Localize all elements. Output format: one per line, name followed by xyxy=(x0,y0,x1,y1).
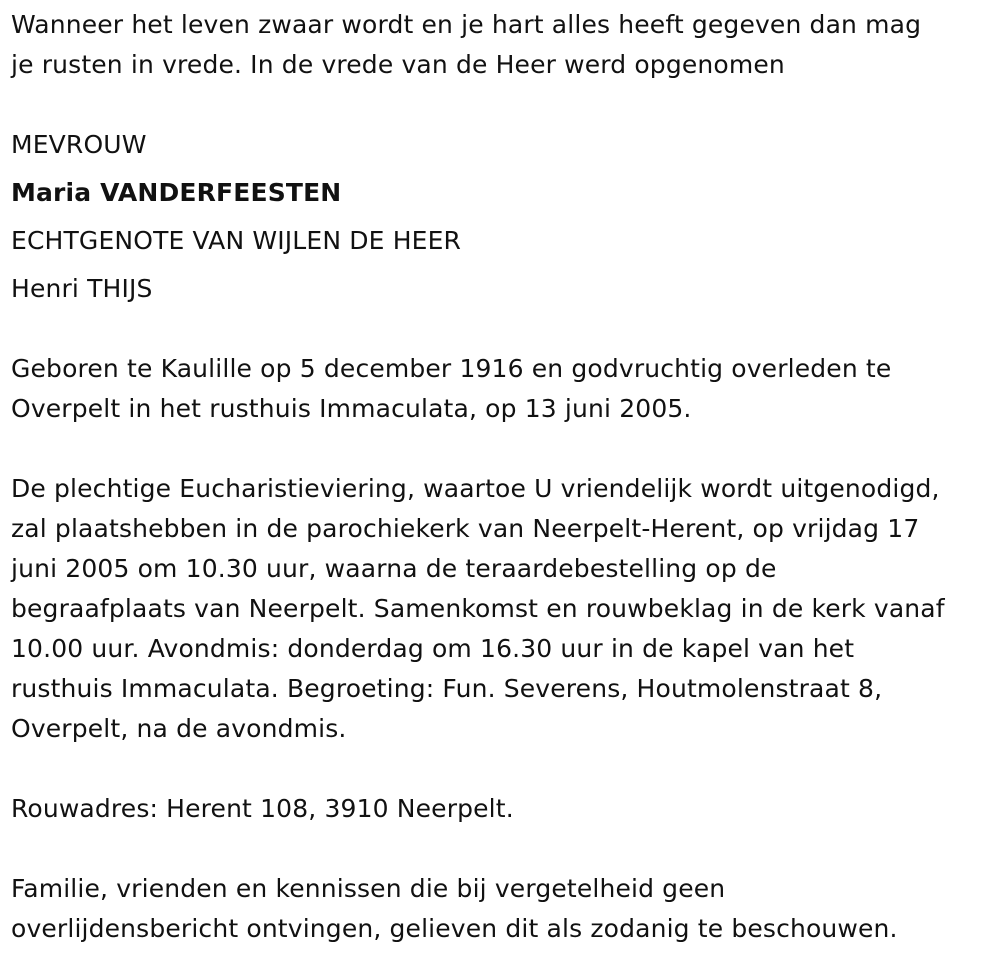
birth-death-line-1: Geboren te Kaulille op 5 december 1916 en godvruchtig overleden te xyxy=(11,354,892,383)
birth-death-line-2: Overpelt in het rusthuis Immaculata, op 13 juni 2005. xyxy=(11,394,692,423)
address-line: Rouwadres: Herent 108, 3910 Neerpelt. xyxy=(11,794,514,823)
intro-line-1: Wanneer het leven zwaar wordt en je hart alles heeft gegeven dan mag xyxy=(11,10,922,39)
intro-paragraph xyxy=(11,5,996,85)
birth-death-paragraph xyxy=(11,349,996,429)
relation-line: ECHTGENOTE VAN WIJLEN DE HEER xyxy=(11,226,462,255)
ceremony-line-5: 10.00 uur. Avondmis: donderdag om 16.30 uur in de kapel van het xyxy=(11,634,855,663)
closing-paragraph xyxy=(11,869,996,949)
intro-line-2: je rusten in vrede. In de vrede van de Heer werd opgenomen xyxy=(11,50,785,79)
ceremony-line-4: begraafplaats van Neerpelt. Samenkomst en rouwbeklag in de kerk vanaf xyxy=(11,594,945,623)
deceased-block xyxy=(11,125,996,309)
ceremony-line-3: juni 2005 om 10.30 uur, waarna de teraardebestelling op de xyxy=(11,554,777,583)
deceased-name: Maria VANDERFEESTEN xyxy=(11,178,342,207)
closing-line-2: overlijdensbericht ontvingen, gelieven dit als zodanig te beschouwen. xyxy=(11,914,898,943)
ceremony-line-7: Overpelt, na de avondmis. xyxy=(11,714,347,743)
obituary-document xyxy=(11,5,996,949)
ceremony-line-1: De plechtige Eucharistieviering, waartoe U vriendelijk wordt uitgenodigd, xyxy=(11,474,940,503)
ceremony-line-6: rusthuis Immaculata. Begroeting: Fun. Severens, Houtmolenstraat 8, xyxy=(11,674,883,703)
ceremony-line-2: zal plaatshebben in de parochiekerk van Neerpelt-Herent, op vrijdag 17 xyxy=(11,514,920,543)
ceremony-paragraph xyxy=(11,469,996,749)
closing-line-1: Familie, vrienden en kennissen die bij vergetelheid geen xyxy=(11,874,726,903)
spouse-name: Henri THIJS xyxy=(11,274,153,303)
address-paragraph xyxy=(11,789,996,829)
salutation: MEVROUW xyxy=(11,130,147,159)
